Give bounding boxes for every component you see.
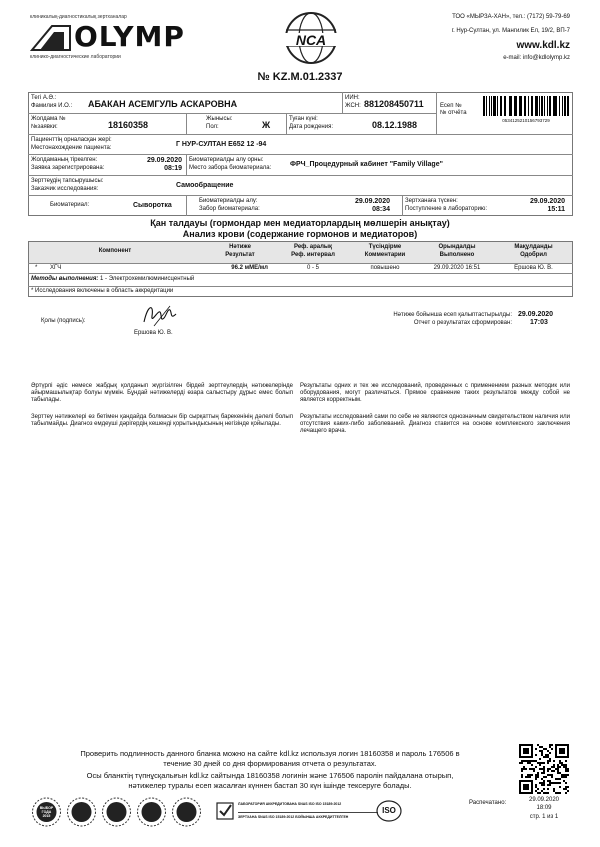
qr-code-icon [519,744,569,794]
row-accreditation-mark: * [35,265,38,271]
verify-ru-1: Проверить подлинность данного бланка можно на сайте kdl.kz используя логин 18160358 и пароль 176506 в [80,749,460,758]
accreditation-stamp [216,800,406,826]
collected-label-kz: Биоматериалды алу: [199,198,258,204]
biomaterial-label: Биоматериал: [50,202,90,208]
order-number: 18160358 [108,120,149,130]
header-approved-kz: Мақұлданды [514,244,553,250]
report-label-ru: № отчёта [440,110,467,116]
olymp-logo-icon [30,20,75,52]
signature-label: Қолы (подпись): [41,318,86,324]
row-done: 29.09.2020 16:51 [433,265,481,271]
email-line[interactable]: e-mail: info@kdlolymp.kz [503,55,570,61]
header-result-kz: Нәтиже [229,244,251,250]
received-label-kz: Зертханаға түскен: [405,198,458,204]
report-barcode [483,96,569,124]
collection-place-label-kz: Биоматериалды алу орны: [189,157,264,163]
collected-date: 29.09.2020 [354,198,390,205]
award-badge-icon [135,796,168,828]
received-date: 29.09.2020 [529,198,565,205]
header-ref-kz: Реф. аралық [293,244,333,250]
registered-time: 08:19 [164,165,182,172]
order-label-ru: №заявки: [31,124,58,130]
award-badges [30,796,205,828]
printed-date: 29.09.2020 [528,797,560,803]
verify-kz-2: нәтижелер туралы есеп жасалған күннен бастап 30 күн ішінде тексеруге болады. [128,781,412,790]
barcode-bars [483,96,569,116]
location-value: Г НУР-СУЛТАН E652 12 -94 [176,141,267,148]
award-badge [65,796,98,828]
website-link[interactable]: www.kdl.kz [516,40,570,51]
nca-logo-text: NCA [295,32,327,48]
location-label-kz: Пациенттің орналасқан жері: [31,137,112,143]
disclaimer-kz-2: Зерттеу нәтижелері өз бетімен қандайда болмасын бір сырқаттың барекенінің дәлелі болып табылмайды. Диагноз емдеуші дәрігердің кешенді қорытындысының негізінде қойылады. [31,414,293,427]
dob-label-ru: Дата рождения: [289,124,333,130]
award-badge [100,796,133,828]
collection-place-value: ФРЧ_Процедурный кабинет "Family Village" [290,161,443,168]
customer-label-kz: Зерттеудің тапсырушысы: [31,178,104,184]
verify-ru-2: течение 30 дней со дня формирования отчета о результатах. [163,759,377,768]
header-ref-ru: Реф. интервал [291,252,335,258]
award-badge [170,796,203,828]
header-component: Компонент [98,248,132,254]
olymp-logo [30,20,195,52]
sex-value: Ж [262,120,271,130]
award-text: ВЫБОР ГОДА [39,806,54,814]
page-number: стр. 1 из 1 [529,814,559,820]
location-label-ru: Местонахождение пациента: [31,145,112,151]
collected-time: 08:34 [372,206,390,213]
company-line: ТОО «МЫРЗА-ХАН», тел.: (7172) 59-79-69 [452,14,570,20]
header-comment-kz: Түсіндірме [368,244,402,250]
registered-date: 29.09.2020 [146,157,182,164]
printed-label: Распечатано: [469,800,507,806]
award-badge-icon [65,796,98,828]
award-badge-icon [100,796,133,828]
collected-label-ru: Забор биоматериала: [199,206,260,212]
printed-time: 18:09 [536,805,552,811]
document-number: № KZ.M.01.2337 [257,71,343,83]
dob-label-kz: Туған күні: [289,116,318,122]
row-ref-interval: 0 - 5 [306,265,319,271]
row-comment: повышено [370,265,400,271]
iin-label-kz: ИИН: [345,95,360,101]
analysis-title-ru: Анализ крови (содержание гормонов и медиаторов) [182,229,418,239]
disclaimer-ru-1: Результаты одних и тех же исследований, проведенных с применением разных методик или оборудования, могут различаться. Прямое сравнение таких результатов между собой не является корректным. [300,383,570,403]
iso-label: ISO [382,806,396,815]
header-done-kz: Орындалды [438,244,476,250]
accreditation-note: * Исследования включены в область аккредитации [31,288,174,294]
disclaimer-ru-2: Результаты исследований сами по себе не являются однозначным свидетельством наличия или отсутствия каких-либо заболеваний. Диагноз ставится на основе комплексного заключения лечащего врача. [300,414,570,434]
signature-icon [140,300,180,330]
header-done-ru: Выполнено [439,252,475,258]
olymp-logo-text: OLYMP [74,20,185,53]
nca-logo [276,8,346,68]
iin-value: 881208450711 [364,99,424,109]
signature-name: Ершова Ю. В. [134,330,173,336]
lab-tagline-ru: клинико-диагностические лаборатории [30,54,121,60]
header-result-ru: Результат [225,252,255,258]
row-result: 96.2 мМЕ/мл [231,265,268,271]
iin-label-ru: ЖСН: [345,103,361,109]
analysis-title-kz: Қан талдауы (гормондар мен медиаторлардың мөлшерін анықтау) [150,218,450,228]
award-year: 2015 [42,814,51,818]
biomaterial-value: Сыворотка [133,202,172,209]
received-label-ru: Поступление в лабораторию: [405,206,488,212]
methods-line [31,276,194,283]
award-badge [135,796,168,828]
lab-tagline-kz: клиникалық-диагностикалық зертханалар [30,14,127,20]
order-label-kz: Жолдама № [31,116,66,122]
name-label-ru: Фамилия И.О.: [31,103,73,109]
received-time: 15:11 [547,206,565,213]
accreditation-line-2: ЗЕРТХАНА SNAS ISO 15189:2012 БОЙЫНША АККРЕДИТТЕЛГЕН [238,815,349,819]
formed-date: 29.09.2020 [518,311,554,318]
registered-label-ru: Заявка зарегистрирована: [31,165,105,171]
address-line: г. Нур-Султан, ул. Мангилик Ел, 19/2, ВП-7 [451,28,570,34]
methods-label: Методы выполнения: [31,276,99,282]
header-approved-ru: Одобрил [520,252,547,258]
customer-value: Самообращение [176,182,234,189]
formed-time: 17:03 [530,319,548,326]
sex-label-ru: Пол: [206,124,219,130]
sex-label-kz: Жынысы: [206,116,233,122]
formed-label-ru: Отчет о результатах сформирован: [413,320,512,326]
award-badge [30,796,63,828]
collection-place-label-ru: Место забора биоматериала: [189,165,272,171]
methods-text: 1 - Электрохемилюминисцентный [100,276,195,282]
row-approved: Ершова Ю. В. [514,265,553,271]
row-component: ХГЧ [50,265,62,271]
dob-value: 08.12.1988 [372,120,418,130]
formed-label-kz: Нәтиже бойынша есеп қалыптастырылды: [393,312,512,318]
disclaimer-kz-1: Әртүрлі әдіс немесе жабдық қолданып жүргізілген бірдей зерттеулердің нәтижелерінде айырмашылықтар болуы мүмкін. Бұндай нәтижелерді өзара салыстыру дұрыс емес болып табылады. [31,383,293,403]
name-label-kz: Тегі А.Ә.: [31,95,57,101]
patient-name: АБАКАН АСЕМГУЛЬ АСКАРОВНА [88,99,238,109]
award-badge-icon [170,796,203,828]
header-comment-ru: Комментарии [364,252,406,258]
registered-label-kz: Жолдаманың тіркелген: [31,157,98,163]
qr-code[interactable] [519,744,569,794]
customer-label-ru: Заказчик исследования: [31,186,99,192]
report-label-kz: Есеп № [440,103,462,109]
accreditation-line-1: ЛАБОРАТОРИЯ АККРЕДИТОВАНА SNAS ISO ISO 15189:2012 [238,802,342,806]
barcode-number: 0534125210156793729 [502,118,550,123]
checkmark-icon [216,802,234,820]
verify-kz-1: Осы бланктің түпнұсқалығын kdl.kz сайтында 18160358 логинін және 176506 паролін пайдалана отырып, [86,771,454,780]
